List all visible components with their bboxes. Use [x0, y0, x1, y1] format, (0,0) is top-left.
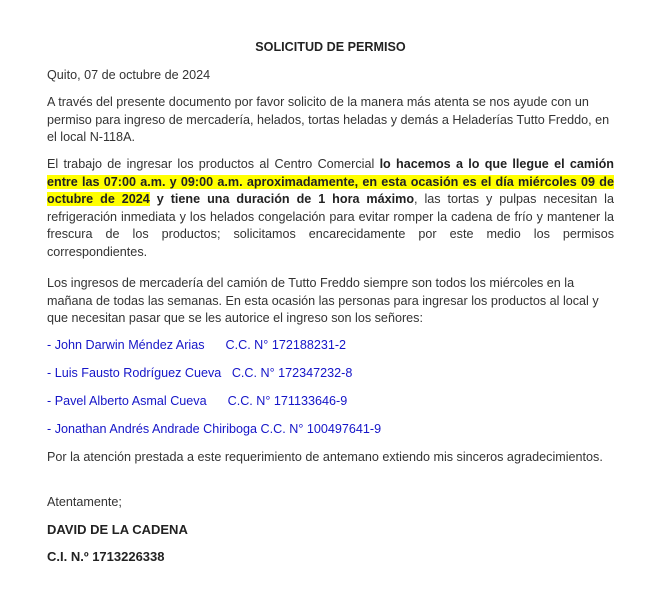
- work-paragraph-bold-2: y tiene una duración de 1 hora máximo: [149, 192, 415, 206]
- person-gap: [205, 338, 226, 352]
- person-id: C.C. N° 172347232-8: [231, 366, 353, 380]
- list-item: [47, 421, 614, 439]
- document-title: SOLICITUD DE PERMISO: [255, 40, 406, 54]
- signer-name: DAVID DE LA CADENA: [47, 522, 188, 537]
- person-id: C.C. N° 171133646-9: [227, 394, 348, 408]
- highlighted-schedule: entre las 07:00 a.m. y 09:00 a.m. aproximadamente, en esta ocasión es el día miércoles 09 de octubre de 2024: [47, 174, 614, 206]
- list-item: [47, 393, 614, 411]
- intro-paragraph: A través del presente documento por favor solicito de la manera más atenta se nos ayude con un permiso para ingreso de mercadería, helados, tortas heladas y demás a Heladerías Tutto Freddo, en el local N-118A.: [47, 95, 610, 144]
- signer-id: C.I. N.º 1713226338: [47, 549, 165, 564]
- list-item: [47, 337, 614, 355]
- person-name: - Pavel Alberto Asmal Cueva: [47, 394, 207, 408]
- person-name: - Luis Fausto Rodríguez Cueva: [47, 366, 222, 380]
- date-line: Quito, 07 de octubre de 2024: [47, 68, 211, 82]
- person-id: C.C. N° 172188231-2: [225, 338, 347, 352]
- person-gap: [207, 394, 228, 408]
- work-paragraph-text-2: , las tortas y pulpas necesitan la refrigeración inmediata y los helados congelación para evitar romper la cadena de frío y mantener la frescura de los productos; solicitamos encarecidamente por este medio los permisos correspondientes.: [47, 192, 614, 259]
- person-name: - Jonathan Andrés Andrade Chiriboga: [47, 422, 258, 436]
- work-paragraph-text-1: El trabajo de ingresar los productos al Centro Comercial: [47, 157, 380, 171]
- person-name: - John Darwin Méndez Arias: [47, 338, 205, 352]
- work-paragraph: [47, 156, 614, 261]
- work-paragraph-bold-1: lo hacemos a lo que llegue el camión: [379, 157, 614, 171]
- closing-paragraph: Por la atención prestada a este requerimiento de antemano extiendo mis sinceros agradecimientos.: [47, 450, 603, 464]
- list-item: [47, 365, 614, 383]
- persons-paragraph: Los ingresos de mercadería del camión de Tutto Freddo siempre son todos los miércoles en la mañana de todas las semanas. En esta ocasión las personas para ingresar los productos al local y que necesitan pasar que se les autorice el ingreso son los señores:: [47, 276, 599, 325]
- salutation: Atentamente;: [47, 495, 122, 509]
- person-gap: [221, 366, 232, 380]
- person-id: C.C. N° 100497641-9: [260, 422, 382, 436]
